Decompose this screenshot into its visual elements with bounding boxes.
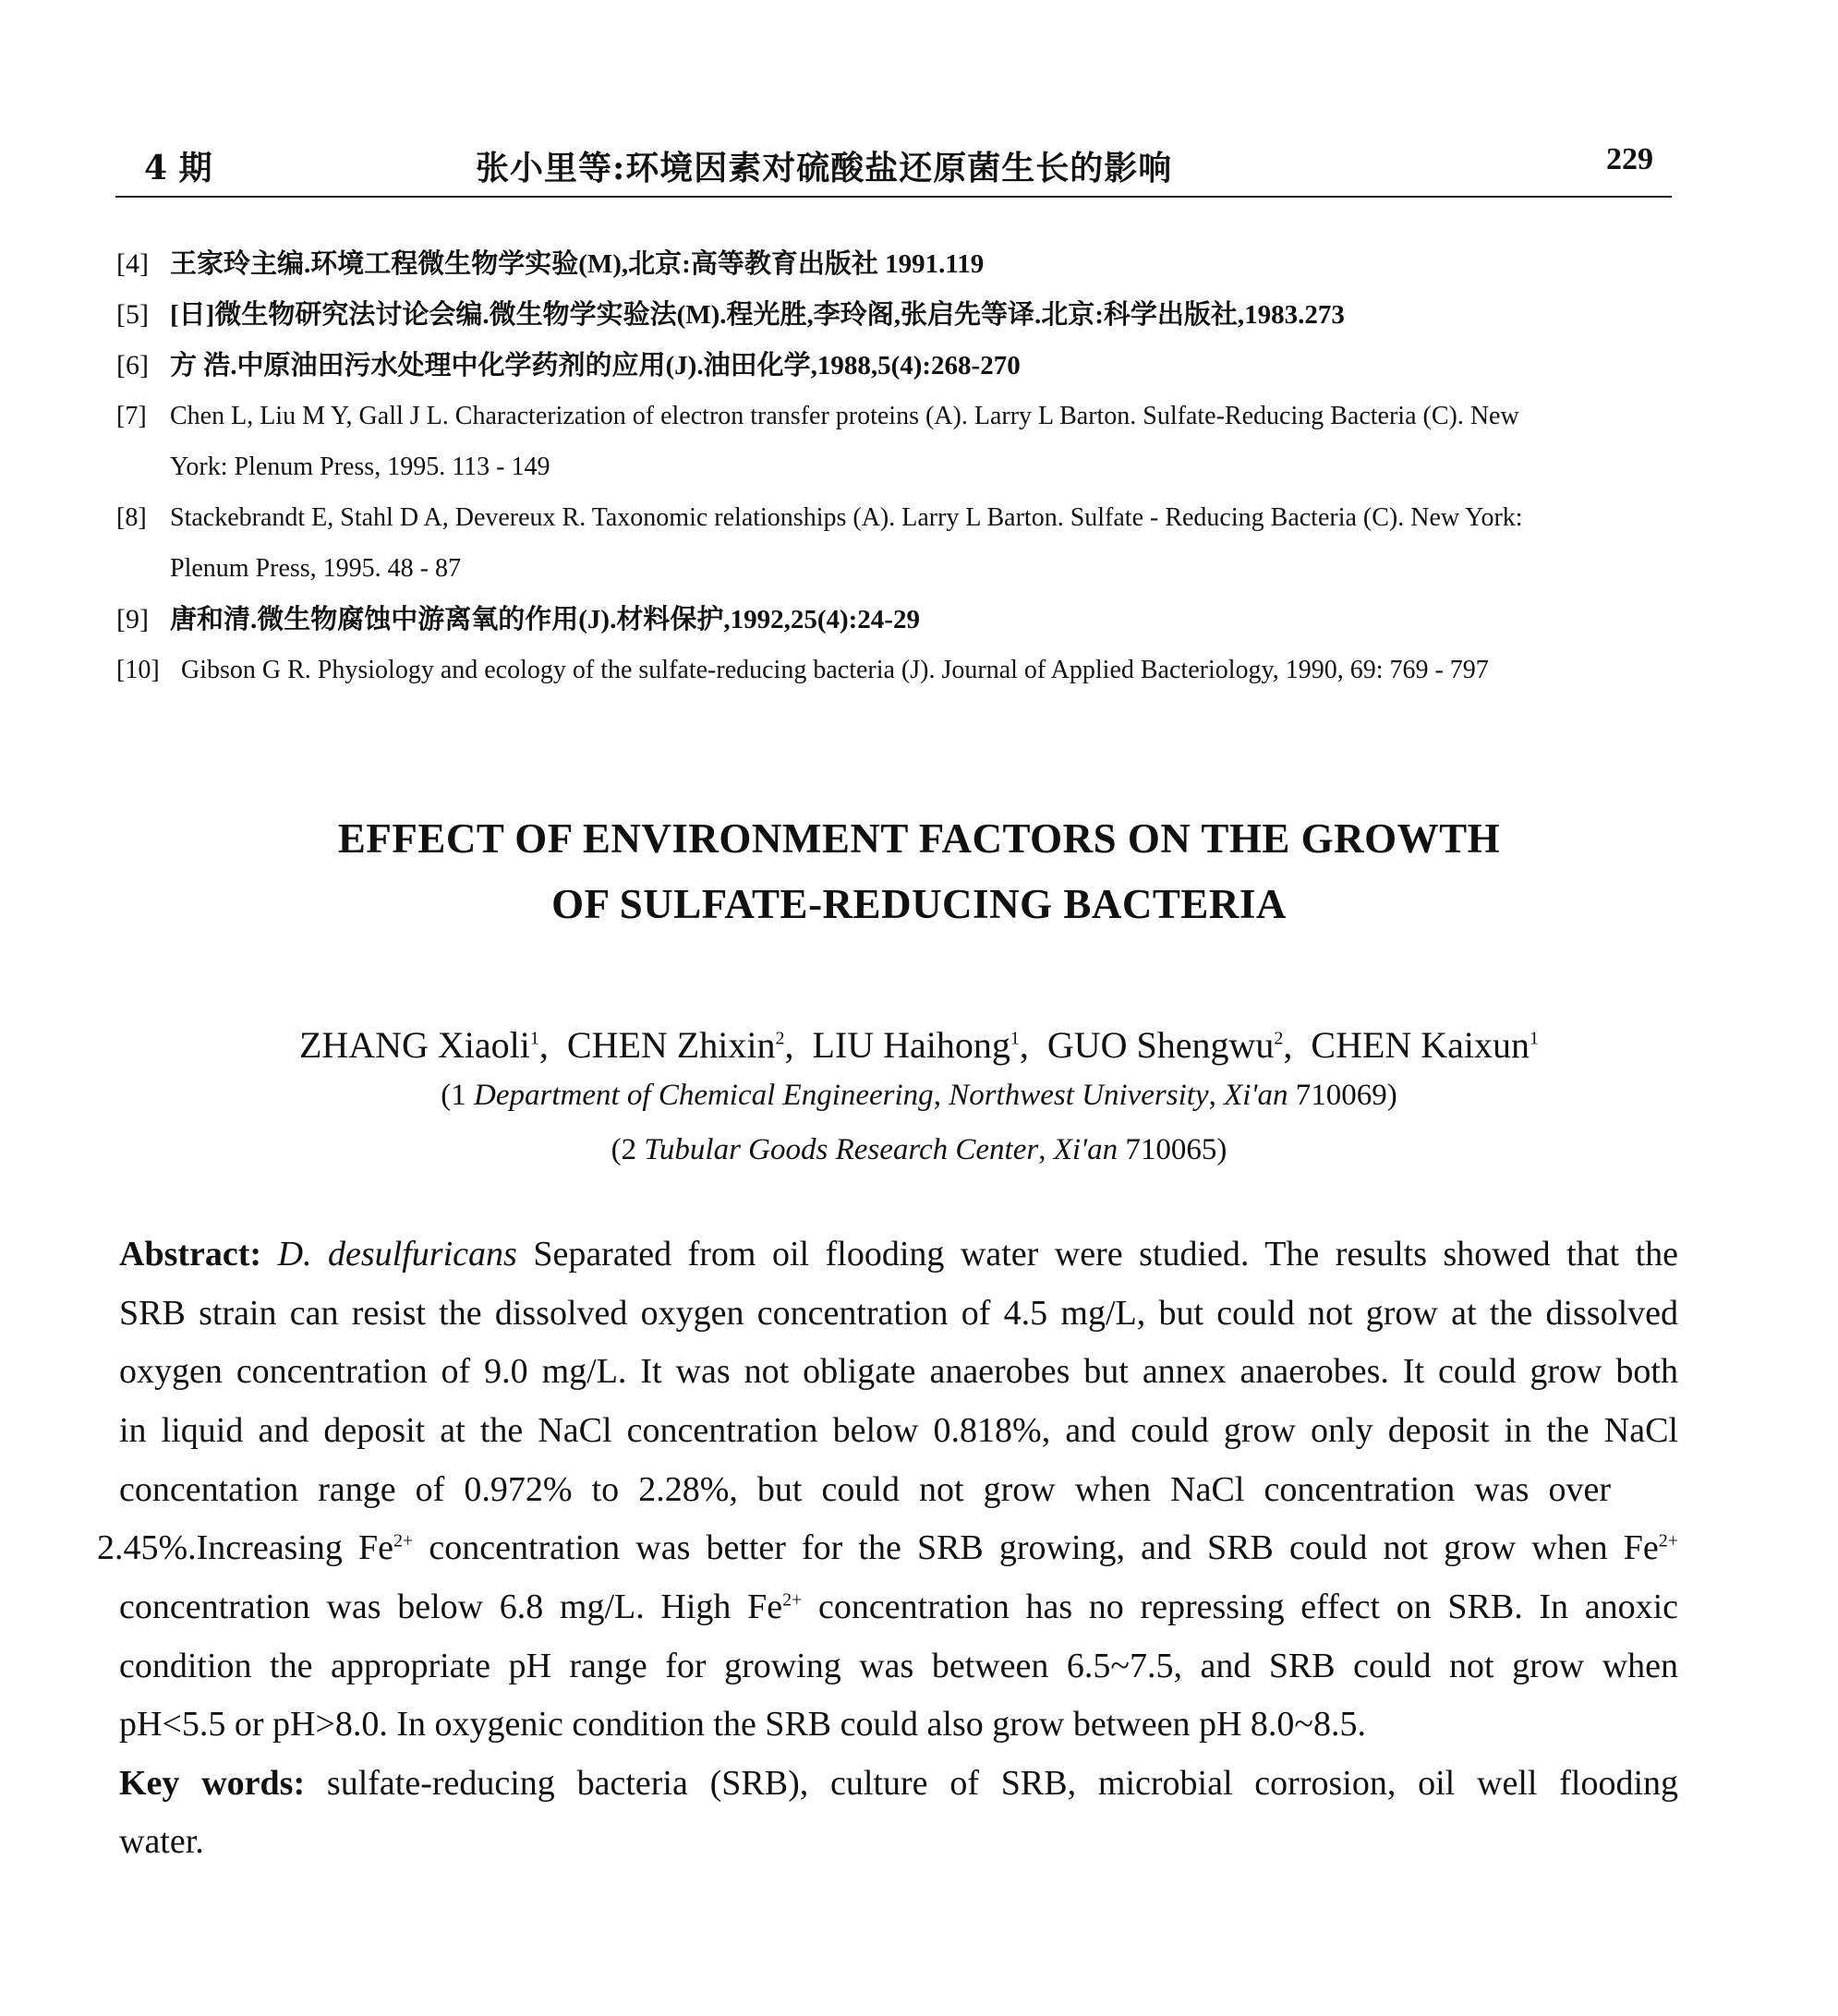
keywords-text: sulfate-reducing bacteria (SRB), culture of SRB, microbial corrosion, oil well flooding [326,1764,1679,1803]
abstract-line-4: in liquid and deposit at the NaCl concentration below 0.818%, and could grow only deposit in the NaCl [119,1411,1678,1450]
abstract-line-5: concentation range of 0.972% to 2.28%, but could not grow when NaCl concentration was over [119,1470,1611,1509]
affiliation-center: Tubular Goods Research Center [644,1133,1039,1166]
affiliation-city: Xi'an [1224,1079,1288,1112]
reference-text: 方 浩.中原油田污水处理中化学药剂的应用(J).油田化学,1988,5(4):268-270 [170,351,1021,380]
keywords-line-2: water. [119,1822,204,1861]
ion-charge: 2+ [782,1589,803,1611]
reference-6 [116,340,1021,392]
reference-7-continuation: York: Plenum Press, 1995. 113 - 149 [170,453,550,481]
page-number: 229 [1606,142,1653,176]
abstract-line-9: pH<5.5 or pH>8.0. In oxygenic condition the SRB could also grow between pH 8.0~8.5. [119,1705,1366,1744]
reference-number: [7] [116,402,147,430]
reference-number: [4] [116,248,149,279]
abstract-line-6 [97,1527,1678,1568]
reference-10 [116,645,1489,695]
reference-number: [10] [116,656,160,684]
abstract-text: 2.45%.Increasing Fe [97,1528,393,1567]
ion-charge: 2+ [1658,1530,1678,1551]
affiliation-university: Northwest University [949,1079,1209,1112]
affiliation-1: (1 Department of Chemical Engineering, Northwest University, Xi'an 710069) [441,1079,1397,1112]
author-name: ZHANG Xiaoli [298,1024,530,1066]
abstract-text: concentration was below 6.8 mg/L. High Fe [119,1587,783,1626]
abstract-text: Separated from oil flooding water were studied. The results showed that the [533,1235,1679,1274]
affiliation-zip: 710069) [1295,1079,1397,1112]
author-affil-marker: 2 [775,1028,785,1049]
article-title-line-2: OF SULFATE-REDUCING BACTERIA [551,881,1287,927]
species-name: D. desulfuricans [277,1235,517,1274]
reference-text: Stackebrandt E, Stahl D A, Devereux R. Taxonomic relationships (A). Larry L Barton. Sulfate - Reducing Bacteria (C). New York: [170,503,1523,532]
author-affil-marker: 1 [1530,1028,1540,1049]
author-affil-marker: 2 [1274,1028,1284,1049]
header-rule [115,196,1672,198]
abstract-line-8: condition the appropriate pH range for growing was between 6.5~7.5, and SRB could not grow when [119,1647,1678,1685]
abstract-text: concentration was better for the SRB growing, and SRB could not grow when Fe [429,1528,1659,1567]
author-name: CHEN Kaixun [1311,1024,1530,1066]
reference-number: [8] [116,503,147,532]
abstract-text: concentration has no repressing effect on SRB. In anoxic [818,1587,1679,1626]
affiliation-city: Xi'an [1053,1133,1119,1166]
reference-number: [5] [116,299,149,330]
reference-4 [116,238,984,290]
reference-9 [116,594,920,646]
keywords-line-1 [119,1763,1678,1804]
reference-7 [116,391,1519,441]
author-list: ZHANG Xiaoli$^1$, CHEN Zhixin$^2$, LIU Haihong$^1$, GUO Shengwu$^2$, CHEN Kaixun$^1$ [298,1024,1540,1066]
reference-text: [日]微生物研究法讨论会编.微生物学实验法(M).程光胜,李玲阁,张启先等译.北京:科学出版社,1983.273 [170,300,1345,330]
abstract-label: Abstract: [119,1235,262,1274]
author-affil-marker: 1 [529,1028,539,1049]
affiliation-number: (2 [611,1133,637,1166]
issue-number: 4 期 [144,149,212,187]
reference-8-continuation: Plenum Press, 1995. 48 - 87 [170,554,461,583]
affiliation-2: (2 Tubular Goods Research Center, Xi'an 710065) [611,1133,1227,1166]
reference-5 [116,289,1345,341]
running-title: 张小里等:环境因素对硫酸盐还原菌生长的影响 [476,149,1173,187]
reference-text: 王家玲主编.环境工程微生物学实验(M),北京:高等教育出版社 1991.119 [170,249,985,279]
ion-charge: 2+ [393,1530,414,1551]
article-title-line-1: EFFECT OF ENVIRONMENT FACTORS ON THE GROWTH [337,815,1501,862]
reference-8 [116,492,1523,543]
abstract-line-7 [119,1587,1678,1627]
affiliation-department: Department of Chemical Engineering [474,1079,934,1112]
abstract-line-2: SRB strain can resist the dissolved oxygen concentration of 4.5 mg/L, but could not grow at the dissolved [119,1294,1678,1333]
reference-number: [6] [116,350,149,380]
affiliation-number: (1 [441,1079,466,1112]
keywords-label: Key words: [119,1764,306,1803]
author-affil-marker: 1 [1010,1028,1020,1049]
author-name: LIU Haihong [812,1024,1010,1066]
reference-text: Gibson G R. Physiology and ecology of the sulfate-reducing bacteria (J). Journal of Applied Bacteriology, 1990, 69: 769 - 797 [181,656,1489,684]
abstract-line-1 [119,1234,1678,1274]
reference-text: Chen L, Liu M Y, Gall J L. Characterization of electron transfer proteins (A). Larry L Barton. Sulfate-Reducing Bacteria (C). New [170,402,1519,430]
author-name: CHEN Zhixin [566,1024,776,1066]
abstract-line-3: oxygen concentration of 9.0 mg/L. It was not obligate anaerobes but annex anaerobes. It could grow both [119,1352,1678,1391]
affiliation-zip: 710065) [1125,1133,1227,1166]
author-name: GUO Shengwu [1046,1024,1275,1066]
reference-number: [9] [116,604,149,634]
reference-text: 唐和清.微生物腐蚀中游离氧的作用(J).材料保护,1992,25(4):24-29 [170,605,920,634]
